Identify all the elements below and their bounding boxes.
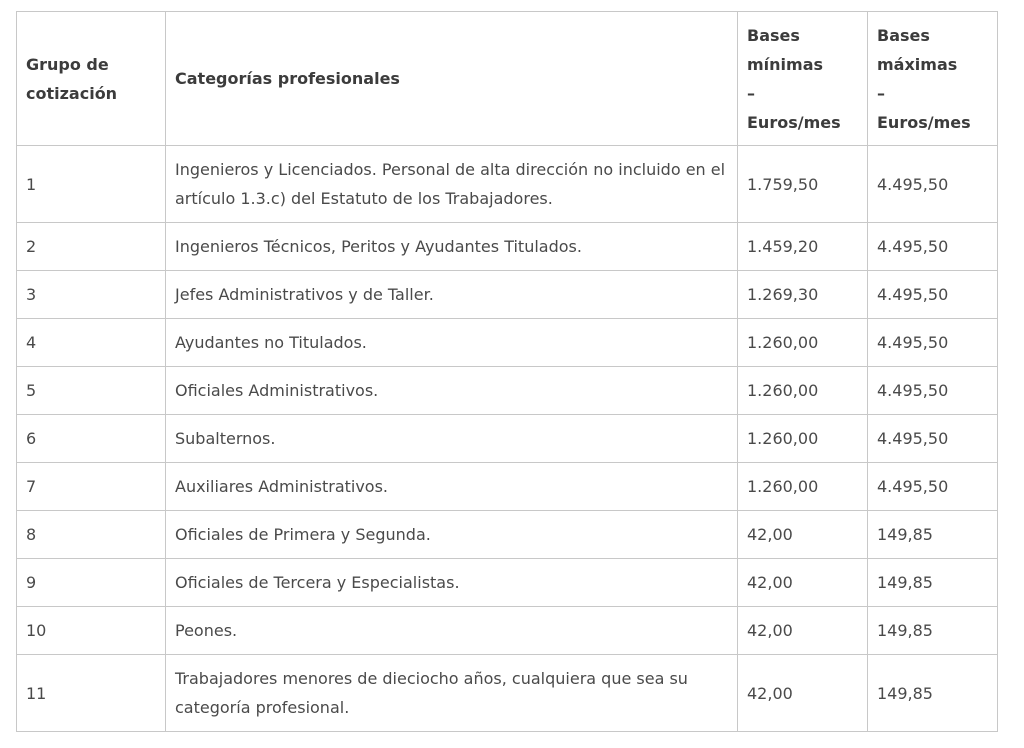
table-row xyxy=(17,271,998,319)
cell-min: 42,00 xyxy=(738,607,868,655)
table-row xyxy=(17,463,998,511)
cell-group: 6 xyxy=(17,415,166,463)
cell-max: 4.495,50 xyxy=(868,415,998,463)
header-group xyxy=(17,12,166,146)
cell-category: Auxiliares Administrativos. xyxy=(166,463,738,511)
cell-min: 1.459,20 xyxy=(738,223,868,271)
cell-max: 4.495,50 xyxy=(868,223,998,271)
cell-min: 1.269,30 xyxy=(738,271,868,319)
cell-max: 149,85 xyxy=(868,607,998,655)
table-row xyxy=(17,559,998,607)
cell-category: Ingenieros Técnicos, Peritos y Ayudantes Titulados. xyxy=(166,223,738,271)
cell-category: Subalternos. xyxy=(166,415,738,463)
table-row xyxy=(17,655,998,732)
header-group-line: cotización xyxy=(26,83,118,103)
table-row xyxy=(17,511,998,559)
cell-min: 1.260,00 xyxy=(738,319,868,367)
cell-category: Ayudantes no Titulados. xyxy=(166,319,738,367)
cell-category: Jefes Administrativos y de Taller. xyxy=(166,271,738,319)
cell-group: 9 xyxy=(17,559,166,607)
header-max-line: máximas xyxy=(877,54,958,74)
cell-category: Peones. xyxy=(166,607,738,655)
cell-group: 8 xyxy=(17,511,166,559)
cell-max: 149,85 xyxy=(868,511,998,559)
header-min-line: mínimas xyxy=(747,54,824,74)
cell-category: Trabajadores menores de dieciocho años, cualquiera que sea su categoría profesional. xyxy=(166,655,738,732)
bases-cotizacion-table xyxy=(16,11,998,732)
table-row xyxy=(17,607,998,655)
cell-max: 149,85 xyxy=(868,655,998,732)
cell-group: 10 xyxy=(17,607,166,655)
cell-max: 4.495,50 xyxy=(868,146,998,223)
table-row xyxy=(17,146,998,223)
header-max-line: Bases xyxy=(877,25,930,45)
table-row xyxy=(17,415,998,463)
header-min-line: – xyxy=(747,83,755,103)
table-row xyxy=(17,367,998,415)
cell-min: 42,00 xyxy=(738,559,868,607)
header-max xyxy=(868,12,998,146)
cell-min: 1.759,50 xyxy=(738,146,868,223)
cell-group: 3 xyxy=(17,271,166,319)
cell-max: 4.495,50 xyxy=(868,367,998,415)
header-category: Categorías profesionales xyxy=(166,12,738,146)
header-max-line: Euros/mes xyxy=(877,112,971,132)
cell-group: 11 xyxy=(17,655,166,732)
cell-category: Oficiales de Primera y Segunda. xyxy=(166,511,738,559)
cell-max: 4.495,50 xyxy=(868,319,998,367)
cell-min: 1.260,00 xyxy=(738,415,868,463)
cell-group: 2 xyxy=(17,223,166,271)
header-min-line: Bases xyxy=(747,25,800,45)
cell-max: 149,85 xyxy=(868,559,998,607)
cell-min: 42,00 xyxy=(738,655,868,732)
cell-min: 1.260,00 xyxy=(738,463,868,511)
cell-min: 1.260,00 xyxy=(738,367,868,415)
cell-min: 42,00 xyxy=(738,511,868,559)
cell-category: Ingenieros y Licenciados. Personal de alta dirección no incluido en el artículo 1.3.c) del Estatuto de los Trabajadores. xyxy=(166,146,738,223)
header-row xyxy=(17,12,998,146)
cell-group: 1 xyxy=(17,146,166,223)
header-max-line: – xyxy=(877,83,885,103)
header-min-line: Euros/mes xyxy=(747,112,841,132)
cell-group: 5 xyxy=(17,367,166,415)
cell-max: 4.495,50 xyxy=(868,271,998,319)
header-group-line: Grupo de xyxy=(26,54,109,74)
cell-group: 7 xyxy=(17,463,166,511)
header-min xyxy=(738,12,868,146)
cell-category: Oficiales de Tercera y Especialistas. xyxy=(166,559,738,607)
table-row xyxy=(17,319,998,367)
cell-group: 4 xyxy=(17,319,166,367)
table-row xyxy=(17,223,998,271)
cell-max: 4.495,50 xyxy=(868,463,998,511)
cell-category: Oficiales Administrativos. xyxy=(166,367,738,415)
